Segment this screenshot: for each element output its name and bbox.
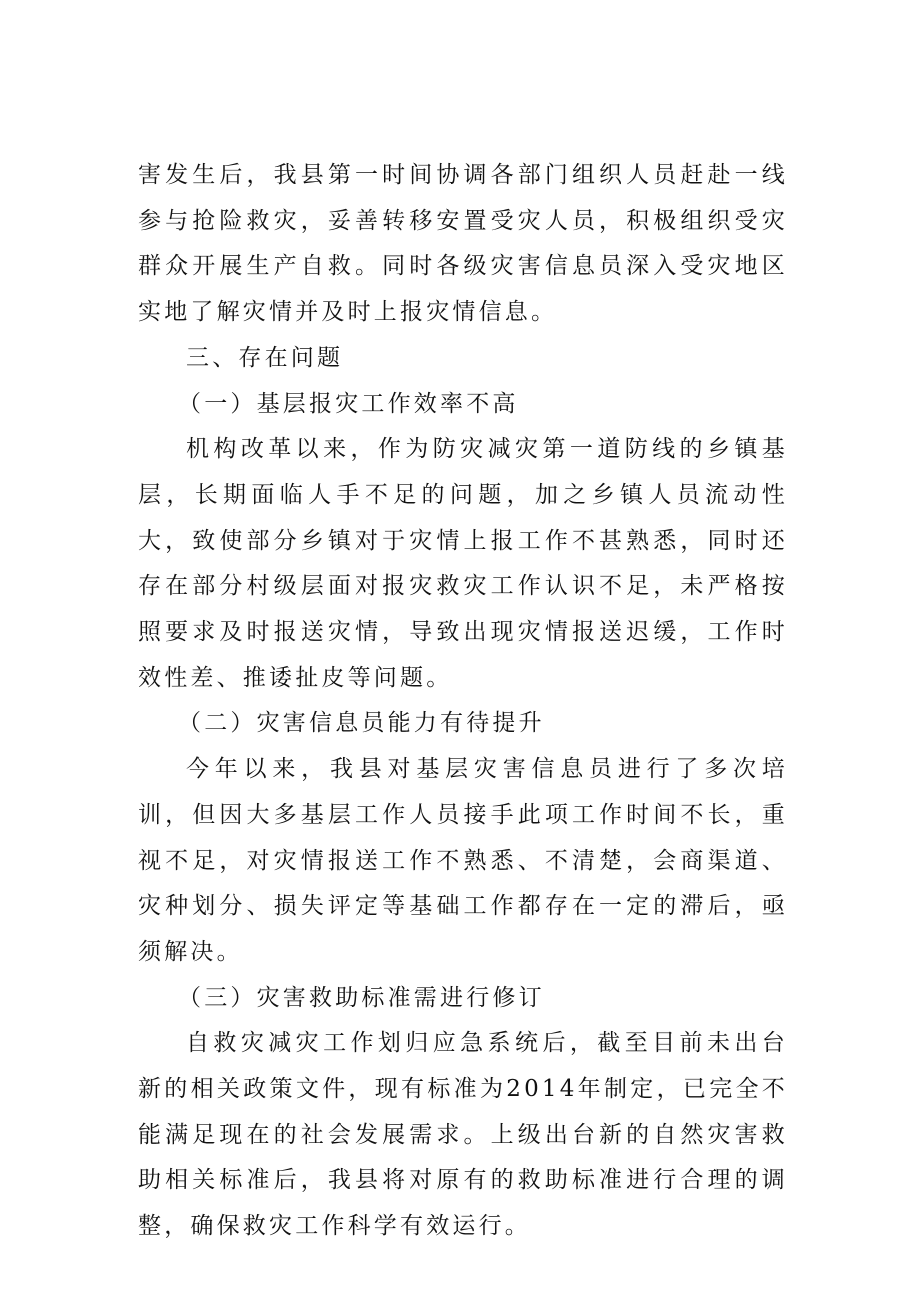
subheading-3: （三）灾害救助标准需进行修订 (178, 984, 545, 1011)
paragraph-1: 机构改革以来，作为防灾减灾第一道防线的乡镇基层，长期面临人手不足的问题，加之乡镇人员流动性大，致使部分乡镇对于灾情上报工作不甚熟悉，同时还存在部分村级层面对报灾救灾工作认识不足，未严格按照要求及时报送灾情，导致出现灾情报送迟缓，工作时效性差、推诿扯皮等问题。 (138, 436, 788, 691)
paragraph-2: 今年以来，我县对基层灾害信息员进行了多次培训，但因大多基层工作人员接手此项工作时间不长，重视不足，对灾情报送工作不熟悉、不清楚，会商渠道、灾种划分、损失评定等基础工作都存在一定的滞后，亟须解决。 (138, 756, 788, 965)
subheading-2: （二）灾害信息员能力有待提升 (178, 710, 545, 737)
paragraph-3: 自救灾减灾工作划归应急系统后，截至目前未出台新的相关政策文件，现有标准为2014年制定，已完全不能满足现在的社会发展需求。上级出台新的自然灾害救助相关标准后，我县将对原有的救助标准进行合理的调整，确保救灾工作科学有效运行。 (138, 1030, 788, 1240)
paragraph-continued: 害发生后，我县第一时间协调各部门组织人员赶赴一线参与抢险救灾，妥善转移安置受灾人员，积极组织受灾群众开展生产自救。同时各级灾害信息员深入受灾地区实地了解灾情并及时上报灾情信息。 (138, 162, 788, 326)
document-body (138, 153, 788, 1250)
subheading-1: （一）基层报灾工作效率不高 (178, 390, 519, 417)
section-heading-3: 三、存在问题 (186, 344, 344, 371)
